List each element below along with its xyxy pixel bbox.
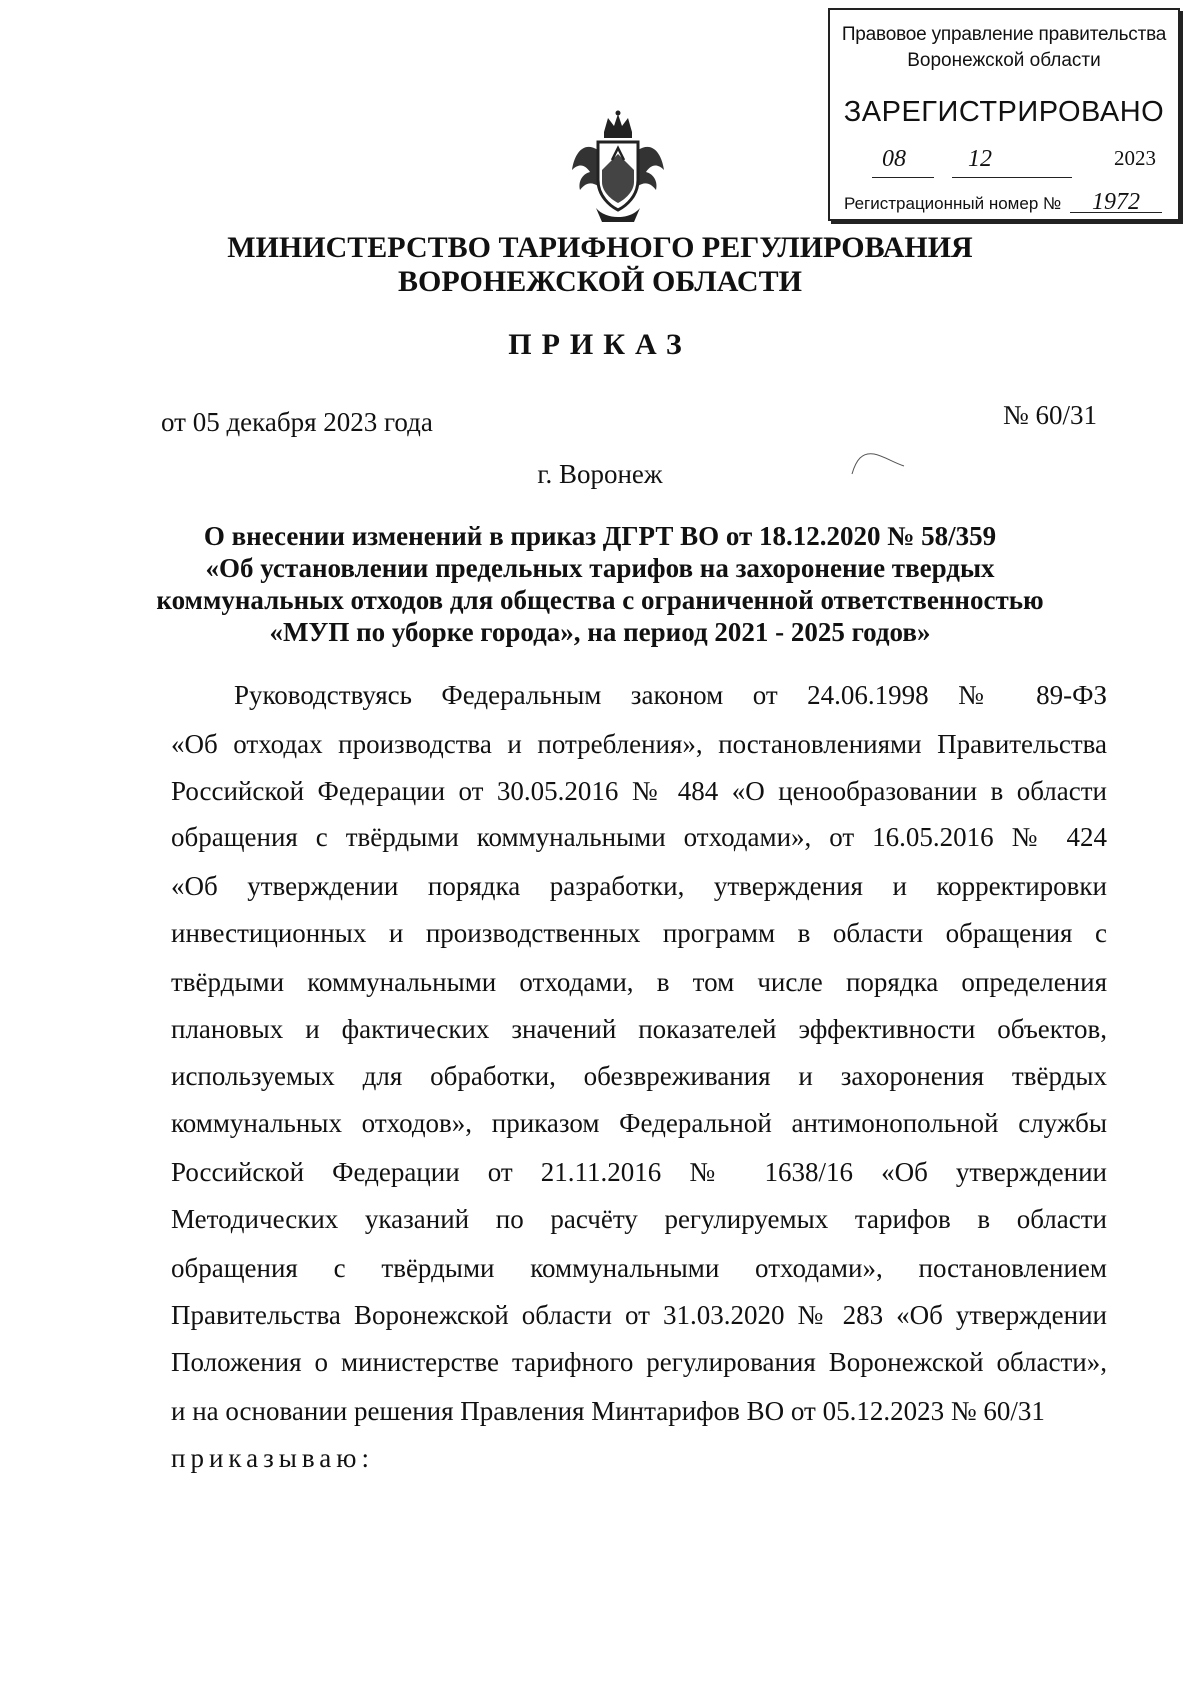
body-line: Методических указаний по расчёту регулируемых тарифов в области bbox=[171, 1204, 1107, 1234]
pen-mark-icon bbox=[848, 448, 918, 478]
stamp-org-line1: Правовое управление правительства bbox=[841, 24, 1167, 45]
subject-line: «Об установлении предельных тарифов на захоронение твердых bbox=[205, 553, 995, 583]
order-city: г. Воронеж bbox=[537, 459, 663, 489]
body-line: Российской Федерации от 30.05.2016 № 484 «О ценообразовании в области bbox=[171, 776, 1107, 806]
body-line: плановых и фактических значений показателей эффективности объектов, bbox=[171, 1014, 1107, 1044]
stamp-regno-value: 1972 bbox=[1070, 192, 1162, 213]
ministry-name-line2: ВОРОНЕЖСКОЙ ОБЛАСТИ bbox=[398, 265, 802, 298]
order-closing-word: приказываю: bbox=[171, 1443, 374, 1473]
order-date: от 05 декабря 2023 года bbox=[161, 407, 433, 437]
body-line: «Об утверждении порядка разработки, утверждения и корректировки bbox=[171, 871, 1107, 901]
stamp-org-line2: Воронежской области bbox=[907, 50, 1101, 71]
stamp-status: ЗАРЕГИСТРИРОВАНО bbox=[843, 96, 1165, 128]
body-line: и на основании решения Правления Минтарифов ВО от 05.12.2023 № 60/31 bbox=[171, 1396, 1045, 1426]
body-line: Правительства Воронежской области от 31.03.2020 № 283 «Об утверждении bbox=[171, 1300, 1107, 1330]
subject-line: коммунальных отходов для общества с ограниченной ответственностью bbox=[156, 585, 1044, 615]
coat-of-arms-icon bbox=[568, 110, 668, 225]
body-line: коммунальных отходов», приказом Федеральной антимонопольной службы bbox=[171, 1108, 1107, 1138]
stamp-month: 12 bbox=[968, 146, 992, 172]
document-type-title: ПРИКАЗ bbox=[508, 328, 692, 361]
order-number: № 60/31 bbox=[1002, 400, 1097, 430]
body-line: Руководствуясь Федеральным законом от 24.06.1998 № 89-ФЗ bbox=[234, 680, 1107, 710]
body-line: Российской Федерации от 21.11.2016 № 1638/16 «Об утверждении bbox=[171, 1157, 1107, 1187]
subject-line: «МУП по уборке города», на период 2021 - 2025 годов» bbox=[269, 617, 931, 647]
stamp-year: 2023 bbox=[1114, 146, 1156, 170]
stamp-date bbox=[868, 148, 1164, 178]
body-line: «Об отходах производства и потребления», постановлениями Правительства bbox=[171, 729, 1107, 759]
body-line: обращения с твёрдыми коммунальными отходами», от 16.05.2016 № 424 bbox=[171, 822, 1107, 852]
registration-stamp bbox=[828, 8, 1180, 221]
subject-line: О внесении изменений в приказ ДГРТ ВО от 18.12.2020 № 58/359 bbox=[203, 521, 997, 551]
stamp-regno bbox=[844, 189, 1162, 215]
ministry-name-line1: МИНИСТЕРСТВО ТАРИФНОГО РЕГУЛИРОВАНИЯ bbox=[227, 231, 973, 264]
body-line: Положения о министерстве тарифного регулирования Воронежской области», bbox=[171, 1347, 1107, 1377]
body-line: используемых для обработки, обезвреживания и захоронения твёрдых bbox=[171, 1061, 1107, 1091]
body-line: твёрдыми коммунальными отходами, в том числе порядка определения bbox=[171, 967, 1107, 997]
body-line: обращения с твёрдыми коммунальными отходами», постановлением bbox=[171, 1253, 1107, 1283]
stamp-day: 08 bbox=[882, 146, 906, 172]
stamp-regno-label: Регистрационный номер № bbox=[844, 194, 1062, 213]
body-line: инвестиционных и производственных программ в области обращения с bbox=[171, 918, 1107, 948]
